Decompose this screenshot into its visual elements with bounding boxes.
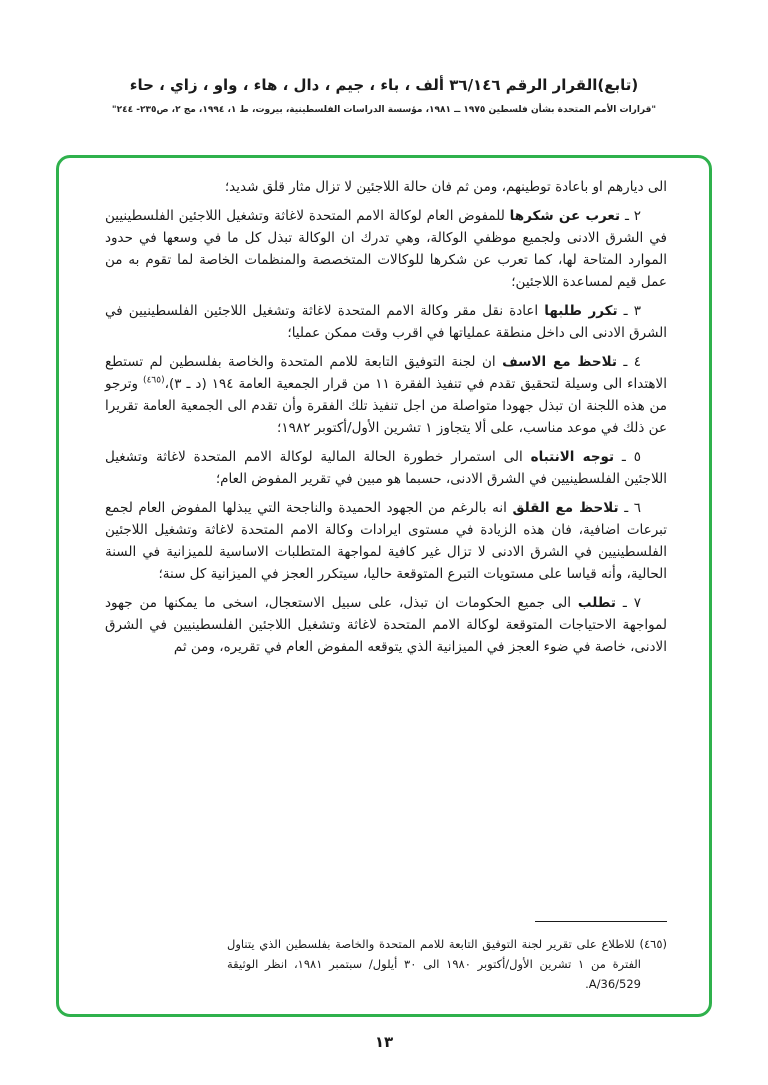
document-header [0, 0, 768, 115]
footnote-body: للاطلاع على تقرير لجنة التوفيق التابعة للامم المتحدة والخاصة بفلسطين الذي يتناول الفترة من ١ تشرين الأول/أكتوبر ١٩٨٠ الى ٣٠ أيلول/ سبتمبر ١٩٨١، انظر الوثيقة [227, 937, 641, 971]
paragraph-2 [105, 205, 667, 293]
document-reference: A/36/529 [588, 977, 641, 991]
paragraph-text: الى استمرار خطورة الحالة المالية لوكالة الامم المتحدة لاغاثة وتشغيل اللاجئين الفلسطينيين في الشرق الادنى، حسبما هو مبين في تقرير المفوض العام؛ [105, 449, 667, 487]
paragraph-3 [105, 300, 667, 344]
footnote-suffix: . [585, 977, 589, 991]
paragraph-text: اعادة نقل مقر وكالة الامم المتحدة لاغاثة وتشغيل اللاجئين الفلسطينيين في الشرق الادنى الى داخل منطقة عملياتها في اقرب وقت ممكن عمليا؛ [105, 303, 667, 341]
footnote-reference: (٤٦٥) [143, 375, 165, 386]
paragraph-7 [105, 592, 667, 658]
footnote-marker: (٤٦٥) [634, 937, 667, 951]
paragraph-number: ٦ ـ [618, 500, 641, 516]
resolution-title: (تابع)القرار الرقم ٣٦/١٤٦ ألف ، باء ، جيم ، دال ، هاء ، واو ، زاي ، حاء [129, 76, 639, 94]
paragraph-text: الى ديارهم او باعادة توطينهم، ومن ثم فان حالة اللاجئين لا تزال مثار قلق شديد؛ [224, 179, 667, 195]
paragraph-number: ٤ ـ [616, 354, 641, 370]
paragraph-continuation [105, 176, 667, 198]
paragraph-number: ٧ ـ [615, 595, 641, 611]
paragraph-lead: تكرر طلبها [544, 303, 618, 319]
paragraph-text: ان لجنة التوفيق التابعة للامم المتحدة والخاصة بفلسطين لم تستطع الاهتداء الى وسيلة لتحقيق تقدم في تنفيذ الفقرة ١١ من قرار الجمعية العامة ١٩٤ (د ـ ٣)، [105, 354, 667, 392]
footnote-separator [535, 921, 667, 922]
footnote-text [227, 934, 667, 994]
paragraph-6 [105, 497, 667, 585]
paragraph-text: وترجو من هذه اللجنة ان تبذل جهودا متواصلة من اجل تنفيذ تلك الفقرة وأن تقدم الى الجمعية العامة تقريرا عن ذلك في موعد مناسب، على ألا يتجاوز ١ تشرين الأول/أكتوبر ١٩٨٢؛ [105, 376, 667, 436]
paragraph-lead: تلاحظ مع القلق [512, 500, 619, 516]
paragraph-text: الى جميع الحكومات ان تبذل، على سبيل الاستعجال، اسخى ما يمكنها من جهود لمواجهة الاحتياجات المتوقعة لوكالة الامم المتحدة لاغاثة وتشغيل اللاجئين الفلسطينيين في الشرق الادنى، خاصة في ضوء العجز في الميزانية الذي يتوقعه المفوض العام في تقريره، ومن ثم [105, 595, 667, 655]
paragraph-lead: تعرب عن شكرها [509, 208, 621, 224]
paragraph-4 [105, 351, 667, 439]
paragraph-number: ٥ ـ [614, 449, 641, 465]
resolution-body [59, 158, 709, 864]
footnote-area [227, 921, 667, 994]
paragraph-text: للمفوض العام لوكالة الامم المتحدة لاغاثة وتشغيل اللاجئين الفلسطينيين في الشرق الادنى ولجميع موظفي الوكالة، وهي تدرك ان الوكالة تبذل كل ما في وسعها في حدود الموارد المتاحة لها، كما تعرب عن شكرها للوكالات المتخصصة والمنظمات الخاصة لما تقوم به من عمل قيم لمساعدة اللاجئين؛ [105, 208, 667, 290]
paragraph-text: انه بالرغم من الجهود الحميدة والناجحة التي يبذلها المفوض العام لجمع تبرعات اضافية، فان هذه الزيادة في مستوى ايرادات وكالة الامم المتحدة لاغاثة وتشغيل اللاجئين الفلسطينيين في الشرق الادنى لا تزال غير كافية لمواجهة المتطلبات الاساسية للميزانية في السنة الحالية، وأنه قياسا على مستويات التبرع المتوقعة حاليا، سيتكرر العجز في الميزانية كل سنة؛ [105, 500, 667, 582]
paragraph-number: ٢ ـ [620, 208, 641, 224]
paragraph-lead: تلاحظ مع الاسف [502, 354, 617, 370]
page-number: ١٣ [374, 1033, 394, 1051]
paragraph-lead: تطلب [577, 595, 616, 611]
paragraph-number: ٣ ـ [617, 303, 641, 319]
paragraph-5 [105, 446, 667, 490]
source-citation: "قرارات الأمم المتحدة بشأن فلسطين ١٩٧٥ ــ ١٩٨١، مؤسسة الدراسات الفلسطينية، بيروت، ط ١، ١٩٩٤، مج ٢، ص٢٣٥- ٢٤٤" [111, 105, 657, 115]
paragraph-lead: توجه الانتباه [530, 449, 615, 465]
content-frame [56, 155, 712, 1017]
